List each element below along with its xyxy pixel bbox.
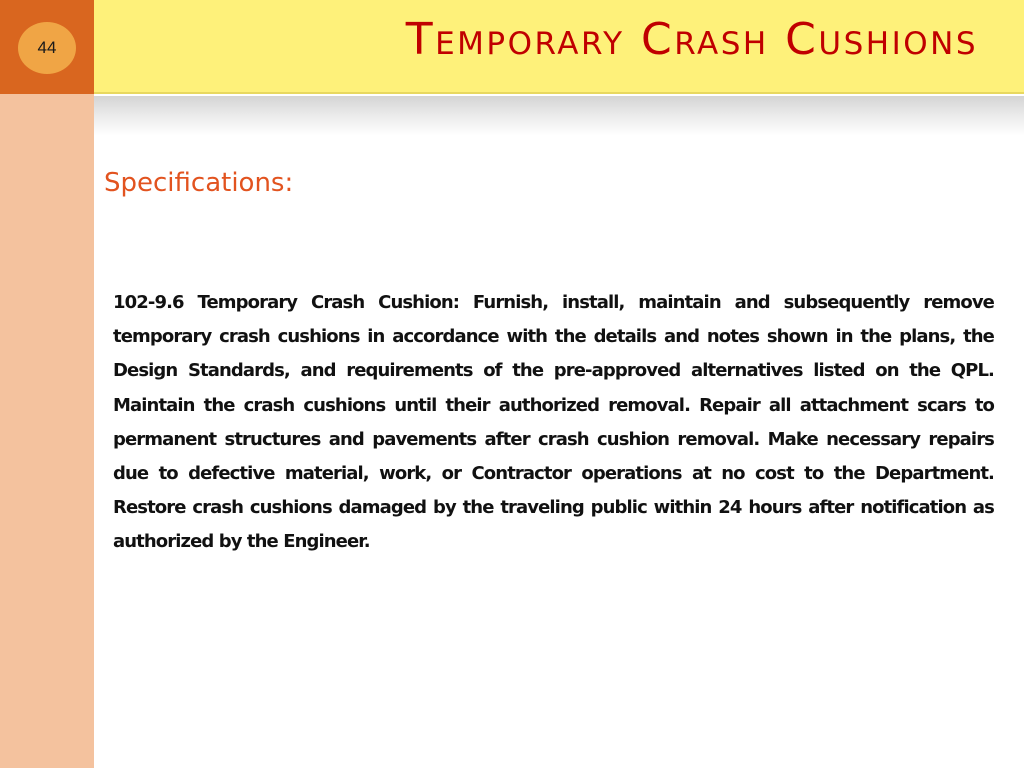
slide-number: 44 <box>37 38 57 57</box>
body-paragraph: 102-9.6 Temporary Crash Cushion: Furnish, install, maintain and subsequently remove temporary crash cushions in accordance with the details and notes shown in the plans, the Design Standards, and requirements of the pre-approved alternatives listed on the QPL. Maintain the crash cushions until their authorized removal. Repair all attachment scars to permanent structures and pavements after crash cushion removal. Make necessary repairs due to defective material, work, or Contractor operations at no cost to the Department. Restore crash cushions damaged by the traveling public within 24 hours after notification as authorized by the Engineer. <box>113 292 994 553</box>
section-heading: Specifications: <box>104 168 294 198</box>
slide-title: Temporary Crash Cushions <box>405 14 978 65</box>
title-shadow-band <box>94 96 1024 136</box>
left-sidebar <box>0 94 94 768</box>
slide-number-badge <box>18 22 76 74</box>
corner-block <box>0 0 94 94</box>
title-bar <box>94 0 1024 94</box>
